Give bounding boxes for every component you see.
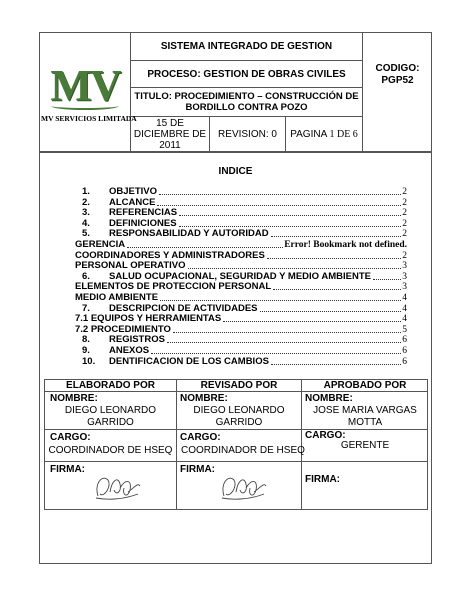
toc-entry[interactable]	[75, 303, 407, 314]
toc-entry-label: 7.2 PROCEDIMIENTO	[75, 323, 171, 335]
document-title-line: BORDILLO CONTRA POZO	[185, 102, 308, 113]
code-label: CODIGO:	[375, 62, 420, 74]
toc-leader-dots	[167, 342, 401, 343]
logo-swoosh	[51, 102, 119, 110]
reviewed-by-role: COORDINADOR DE HSEQ	[181, 445, 305, 456]
name-line: GARRIDO	[215, 417, 263, 428]
system-title: SISTEMA INTEGRADO DE GESTION	[160, 41, 333, 52]
toc-entry-number: 5.	[82, 228, 90, 240]
date-line: DICIEMBRE DE	[133, 129, 207, 140]
date-line: 2011	[159, 140, 181, 151]
toc-entry-number: 10.	[82, 355, 96, 367]
signature-label: FIRMA:	[305, 474, 340, 485]
toc-leader-dots	[179, 215, 401, 216]
toc-leader-dots	[179, 226, 402, 227]
toc-entry-page: 2	[402, 197, 407, 208]
toc-entry-number: 6.	[82, 270, 90, 282]
prepared-by-name	[45, 405, 176, 429]
toc-entry-page: 2	[402, 218, 407, 229]
toc-entry[interactable]	[75, 271, 407, 282]
logo-letters: MV	[50, 61, 120, 110]
signature-prepared	[92, 470, 144, 504]
toc-entry[interactable]	[75, 239, 407, 250]
approved-by-name	[302, 405, 428, 429]
signature-reviewed	[218, 470, 270, 504]
toc-entry-label: PERSONAL OPERATIVO	[75, 260, 186, 272]
toc-leader-dots	[159, 194, 401, 195]
toc-entry-number: 2.	[82, 196, 90, 208]
toc-entry[interactable]	[75, 345, 407, 356]
toc-entry-page: 3	[402, 261, 407, 272]
name-line: GARRIDO	[87, 417, 134, 428]
signature-label: FIRMA:	[50, 464, 85, 475]
date-line: 15 DE	[156, 118, 184, 129]
toc-leader-dots	[260, 311, 402, 312]
name-label: NOMBRE:	[50, 393, 98, 404]
toc-entry-page: 2	[402, 250, 407, 261]
reviewed-by-name	[177, 405, 301, 429]
role-label: CARGO:	[305, 430, 346, 441]
document-code	[363, 33, 432, 116]
document-date	[131, 117, 209, 152]
code-value: PGP52	[381, 74, 414, 86]
toc-leader-dots	[127, 247, 283, 248]
toc-entry-number: 3.	[82, 207, 90, 219]
toc-leader-dots	[267, 258, 401, 259]
toc-entry-label: OBJETIVO	[109, 186, 158, 197]
process-title: PROCESO: GESTION DE OBRAS CIVILES	[147, 68, 346, 80]
toc-entry-label: DENTIFICACION DE LOS CAMBIOS	[109, 355, 269, 367]
toc-entry-page: 4	[402, 303, 407, 314]
signoff-header-reviewed: REVISADO POR	[200, 380, 278, 391]
toc-entry-page: 3	[402, 271, 407, 282]
name-line: MOTTA	[347, 417, 383, 428]
toc-entry[interactable]	[75, 260, 407, 271]
toc-entry[interactable]	[75, 281, 407, 292]
toc-leader-dots	[223, 321, 401, 322]
toc-entry-label: MEDIO AMBIENTE	[75, 292, 159, 303]
toc-entry-page: Error! Bookmark not defined.	[284, 240, 407, 250]
toc-leader-dots	[373, 279, 401, 280]
approved-by-role: GERENTE	[340, 440, 390, 451]
toc-entry[interactable]	[75, 356, 407, 367]
signoff-divider	[44, 461, 428, 462]
document-title-line: TITULO: PROCEDIMIENTO – CONSTRUCCIÓN DE	[134, 91, 359, 102]
toc-entry-number: 7.	[82, 302, 90, 314]
toc-entry[interactable]	[75, 197, 407, 208]
toc-entry-label: DESCRIPCION DE ACTIVIDADES	[109, 302, 258, 314]
toc-entry[interactable]	[75, 218, 407, 229]
signoff-header-approved: APROBADO POR	[323, 380, 407, 391]
toc-entry-page: 6	[402, 335, 407, 346]
toc-entry-page: 6	[402, 356, 407, 367]
toc-entry[interactable]	[75, 250, 407, 261]
toc-entry[interactable]	[75, 228, 407, 239]
role-label: CARGO:	[180, 432, 221, 443]
toc-entry-label: REFERENCIAS	[109, 207, 178, 219]
signoff-divider	[44, 429, 428, 430]
toc-entry[interactable]	[75, 324, 407, 335]
toc-entry-page: 4	[402, 293, 407, 303]
signoff-header-prepared: ELABORADO POR	[66, 380, 155, 391]
toc-entry-page: 2	[402, 229, 407, 240]
toc-entry[interactable]	[75, 207, 407, 218]
page-label: PAGINA	[290, 129, 330, 140]
toc-entry-number: 1.	[82, 186, 90, 197]
company-logo	[41, 61, 137, 128]
toc-entry-page: 4	[402, 314, 407, 325]
page-indicator	[286, 117, 362, 152]
toc-entry-label: ALCANCE	[109, 196, 156, 208]
toc-leader-dots	[271, 364, 401, 365]
toc-leader-dots	[273, 289, 401, 290]
toc-entry-label: 7.1 EQUIPOS Y HERRAMIENTAS	[75, 313, 222, 325]
revision-number: REVISION: 0	[218, 129, 277, 140]
logo-caption: MV SERVICIOS LIMITADA	[41, 114, 137, 123]
toc-entry-label: DEFINICIONES	[109, 217, 177, 229]
toc-entry-label: RESPONSABILIDAD Y AUTORIDAD	[109, 228, 269, 240]
toc-leader-dots	[271, 236, 402, 237]
name-label: NOMBRE:	[305, 393, 353, 404]
toc-entry-page: 5	[402, 324, 407, 335]
signoff-divider	[44, 391, 428, 392]
name-line: DIEGO LEONARDO	[64, 405, 157, 416]
toc-entry-number: 8.	[82, 334, 90, 346]
page-number: 1 DE 6	[329, 129, 358, 140]
toc-entry-label: SALUD OCUPACIONAL, SEGURIDAD Y MEDIO AMBIENTE	[109, 270, 371, 282]
toc-entry-number: 9.	[82, 345, 90, 356]
toc-leader-dots	[151, 353, 401, 354]
toc-entry[interactable]	[75, 186, 407, 197]
toc-entry-label: REGISTROS	[109, 334, 165, 346]
toc-entry[interactable]	[75, 313, 407, 324]
toc-leader-dots	[188, 268, 402, 269]
toc-leader-dots	[160, 300, 401, 301]
name-line: JOSE MARIA VARGAS	[313, 405, 417, 416]
toc-entry-number: 4.	[82, 217, 90, 229]
toc-entry-label: COORDINADORES Y ADMINISTRADORES	[75, 249, 265, 261]
toc-entry-label: GERENCIA	[75, 239, 126, 250]
toc-entry-page: 6	[402, 346, 407, 356]
signature-label: FIRMA:	[180, 464, 215, 475]
toc-entry-label: ANEXOS	[109, 345, 150, 356]
toc-entry[interactable]	[75, 292, 407, 303]
prepared-by-role: COORDINADOR DE HSEQ	[48, 445, 173, 456]
toc-entry-page: 3	[402, 282, 407, 293]
toc-entry-label: ELEMENTOS DE PROTECCION PERSONAL	[75, 281, 272, 293]
name-label: NOMBRE:	[180, 393, 228, 404]
toc-entry-page: 2	[402, 187, 407, 197]
name-line: DIEGO LEONARDO	[193, 405, 285, 416]
role-label: CARGO:	[50, 432, 91, 443]
index-title: INDICE	[218, 166, 253, 177]
toc-entry[interactable]	[75, 334, 407, 345]
toc-entry-page: 2	[402, 208, 407, 219]
toc-leader-dots	[173, 332, 401, 333]
toc-leader-dots	[157, 205, 401, 206]
document-title	[131, 88, 362, 116]
